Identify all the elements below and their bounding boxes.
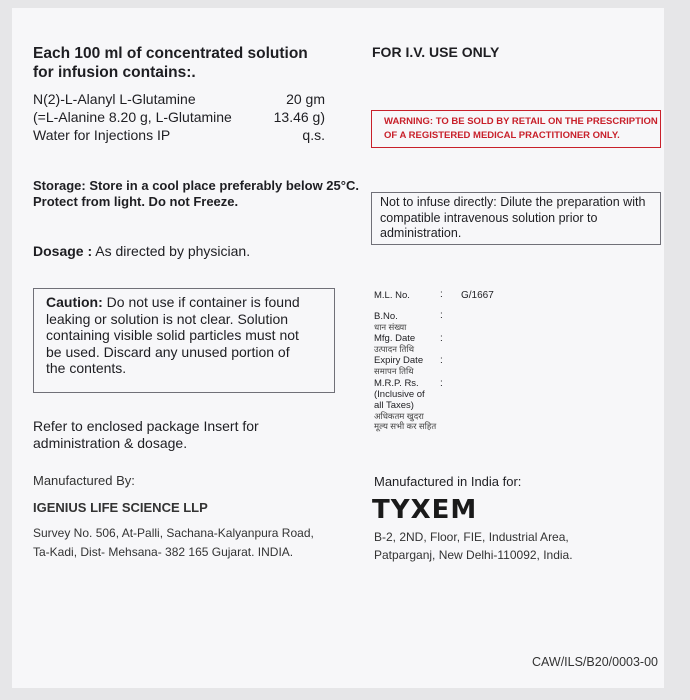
batch-number-label: B.No. धान संख्या — [374, 311, 407, 332]
prescription-warning-box: WARNING: TO BE SOLD BY RETAIL ON THE PRESCRIPTION OF A REGISTERED MEDICAL PRACTITIONER ONLY. — [371, 110, 661, 148]
manufacturer-name: IGENIUS LIFE SCIENCE LLP — [33, 500, 208, 515]
composition-heading: Each 100 ml of concentrated solution for infusion contains:. — [33, 45, 308, 81]
manufactured-for-label: Manufactured in India for: — [374, 474, 522, 489]
iv-use-only-label: FOR I.V. USE ONLY — [372, 44, 500, 60]
refer-insert-note: Refer to enclosed package Insert for administration & dosage. — [33, 418, 259, 451]
storage-note: Storage: Store in a cool place preferably below 25°C. Protect from light. Do not Freeze. — [33, 178, 359, 209]
caution-box: Caution: Do not use if container is found leaking or solution is not clear. Solution containing visible solid particles must not be used. Discard any unused portion of the contents. — [33, 288, 335, 393]
ingredient-row: Water for Injections IP q.s. — [33, 127, 325, 143]
ml-number-label: M.L. No. — [374, 290, 410, 301]
mfg-colon: : — [440, 333, 443, 344]
expiry-date-label: Expiry Date समापन तिथि — [374, 355, 424, 376]
artwork-code: CAW/ILS/B20/0003-00 — [532, 655, 658, 669]
ml-number-value: G/1667 — [461, 290, 494, 301]
marketer-address: B-2, 2ND, Floor, FIE, Industrial Area, Patparganj, New Delhi-110092, India. — [374, 530, 573, 562]
ingredient-row: (=L-Alanine 8.20 g, L-Glutamine 13.46 g) — [33, 109, 325, 125]
tyxem-logo — [372, 494, 477, 526]
brand-logo-text: TYXEM — [372, 495, 478, 525]
batch-colon: : — [440, 310, 443, 321]
ingredient-list — [33, 90, 325, 144]
ml-colon: : — [440, 289, 443, 300]
mrp-colon: : — [440, 378, 443, 389]
infusion-note-box: Not to infuse directly: Dilute the preparation with compatible intravenous solution prior to administration. — [371, 192, 661, 245]
dosage-note: Dosage : As directed by physician. — [33, 243, 251, 259]
manufacturer-address: Survey No. 506, At-Palli, Sachana-Kalyanpura Road, Ta-Kadi, Dist- Mehsana- 382 165 Gujarat. INDIA. — [33, 526, 314, 559]
mrp-label: M.R.P. Rs. (Inclusive of all Taxes) अधिकतम खुदरा मूल्य सभी कर सहित — [374, 378, 437, 431]
ingredient-row: N(2)-L-Alanyl L-Glutamine 20 gm — [33, 91, 325, 107]
manufactured-by-label: Manufactured By: — [33, 473, 135, 488]
mfg-date-label: Mfg. Date उत्पादन तिथि — [374, 333, 416, 354]
expiry-colon: : — [440, 355, 443, 366]
